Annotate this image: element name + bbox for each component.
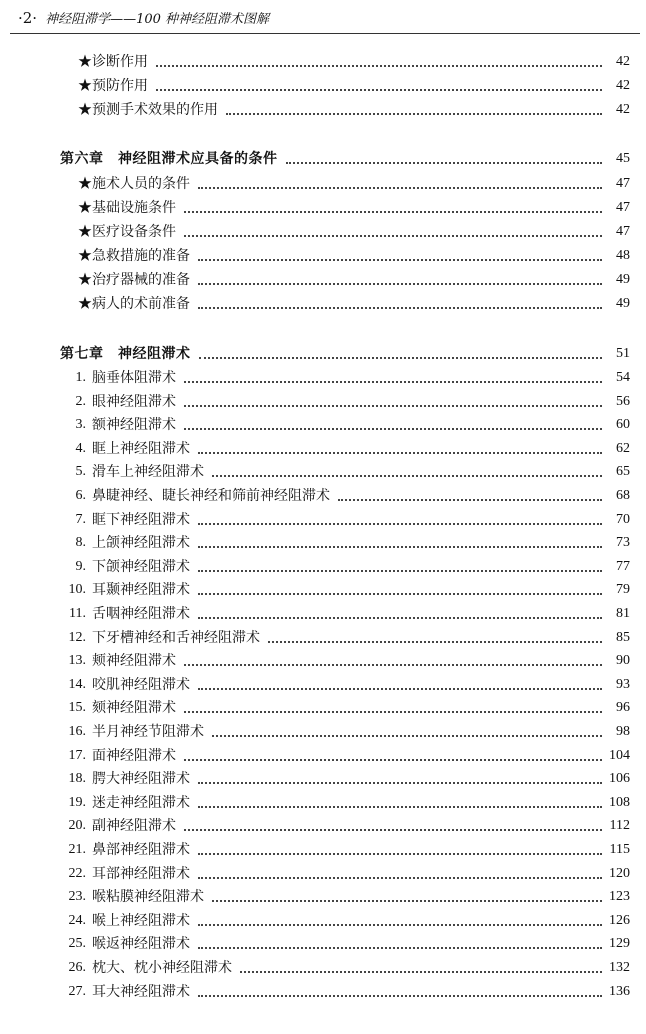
toc-entry-label: 面神经阻滞术 — [92, 747, 176, 764]
toc-entry-number: 2. — [75, 393, 86, 409]
toc-entry-page: 42 — [616, 102, 630, 117]
toc-entry-label: 颏神经阻滞术 — [92, 700, 176, 717]
toc-entry-page: 79 — [616, 582, 630, 598]
toc-entry-number: 11. — [69, 606, 86, 621]
toc-entry[interactable] — [66, 694, 630, 718]
chapter-title: 第六章 神经阻滞术应具备的条件 — [60, 151, 278, 167]
toc-entry-number: 12. — [68, 629, 86, 645]
dot-leader — [184, 234, 602, 237]
dot-leader — [198, 852, 602, 855]
dot-leader — [198, 545, 602, 548]
dot-leader — [198, 282, 602, 285]
toc-entry[interactable] — [78, 266, 630, 290]
toc-entry[interactable] — [66, 718, 630, 742]
toc-entry[interactable] — [66, 600, 630, 624]
toc-entry-label: 鼻部神经阻滞术 — [92, 842, 190, 858]
toc-entry[interactable] — [66, 765, 630, 789]
dot-leader — [240, 970, 602, 973]
toc-chapter-heading[interactable] — [60, 340, 630, 364]
toc-entry[interactable] — [66, 576, 630, 600]
toc-entry-label: ★病人的术前准备 — [78, 296, 190, 312]
toc-entry[interactable] — [66, 978, 630, 1002]
dot-leader — [338, 498, 602, 501]
toc-entry-label: ★医疗设备条件 — [78, 224, 176, 240]
toc-entry[interactable] — [66, 647, 630, 671]
dot-leader — [198, 994, 602, 997]
toc-entry-label: ★诊断作用 — [78, 54, 148, 70]
toc-entry[interactable] — [66, 553, 630, 577]
dot-leader — [184, 758, 602, 761]
toc-entry-page: 47 — [616, 176, 630, 191]
dot-leader — [198, 306, 602, 309]
toc-entry-page: 85 — [616, 629, 630, 645]
toc-entry-label: 咬肌神经阻滞术 — [92, 676, 190, 693]
toc-entry[interactable] — [78, 218, 630, 242]
toc-entry[interactable] — [66, 907, 630, 931]
dot-leader — [184, 404, 602, 407]
toc-entry-label: 喉返神经阻滞术 — [92, 936, 190, 953]
dot-leader — [198, 946, 602, 949]
toc-entry-number: 25. — [68, 936, 86, 952]
toc-entry-label: 腭大神经阻滞术 — [92, 771, 190, 788]
toc-entry-number: 22. — [68, 865, 86, 881]
dot-leader — [268, 640, 602, 643]
toc-entry-number: 23. — [68, 889, 86, 905]
dot-leader — [286, 161, 603, 164]
toc-entry-page: 96 — [616, 700, 630, 716]
toc-entry[interactable] — [66, 506, 630, 530]
toc-entry-number: 26. — [68, 960, 86, 975]
toc-entry-label: 耳部神经阻滞术 — [92, 865, 190, 882]
dot-leader — [212, 474, 602, 477]
toc-entry-page: 47 — [616, 200, 630, 215]
dot-leader — [156, 88, 602, 91]
dot-leader — [156, 64, 602, 67]
toc-entry-page: 77 — [616, 558, 630, 574]
toc-entry[interactable] — [78, 170, 630, 194]
toc-entry-label: 眶下神经阻滞术 — [92, 511, 190, 528]
toc-entry-number: 19. — [68, 794, 86, 810]
toc-entry-label: 脑垂体阻滞术 — [92, 370, 176, 386]
page-number-marker: ·2· — [18, 9, 38, 27]
toc-entry-page: 90 — [616, 653, 630, 669]
toc-entry[interactable] — [66, 458, 630, 482]
toc-entry-number: 4. — [75, 440, 86, 456]
toc-entry-page: 115 — [609, 842, 630, 857]
dot-leader — [198, 805, 602, 808]
dot-leader — [198, 592, 602, 595]
toc-entry-page: 120 — [609, 865, 630, 881]
dot-leader — [198, 522, 602, 525]
toc-entry-label: 额神经阻滞术 — [92, 417, 176, 434]
toc-entry-page: 129 — [609, 936, 630, 952]
toc-entry-number: 5. — [75, 464, 86, 480]
toc-entry-label: ★基础设施条件 — [78, 200, 176, 216]
toc-entry-label: ★施术人员的条件 — [78, 176, 190, 192]
toc-entry-label: 副神经阻滞术 — [92, 818, 176, 835]
toc-entry[interactable] — [66, 388, 630, 412]
toc-entry[interactable] — [66, 836, 630, 860]
toc-entry-label: 枕大、枕小神经阻滞术 — [92, 960, 232, 976]
book-title: 神经阻滞学——100 种神经阻滞术图解 — [45, 12, 270, 27]
dot-leader — [198, 186, 602, 189]
toc-entry-page: 98 — [616, 724, 630, 739]
dot-leader — [198, 687, 602, 690]
toc-entry-label: 眼神经阻滞术 — [92, 393, 176, 410]
toc-entry-number: 16. — [68, 724, 86, 739]
toc-entry-page: 54 — [616, 370, 630, 385]
toc-entry-label: ★治疗器械的准备 — [78, 272, 190, 288]
dot-leader — [184, 380, 602, 383]
toc-entry-number: 27. — [68, 983, 86, 999]
toc-entry[interactable] — [66, 742, 630, 766]
toc-entry[interactable] — [66, 411, 630, 435]
dot-leader — [198, 876, 602, 879]
toc-entry-number: 20. — [68, 818, 86, 834]
chapter-page: 51 — [616, 346, 630, 361]
toc-entry-page: 48 — [616, 248, 630, 263]
dot-leader — [184, 710, 602, 713]
toc-entry-page: 93 — [616, 676, 630, 692]
toc-entry-page: 104 — [609, 747, 630, 763]
toc-entry-number: 18. — [68, 771, 86, 787]
chapter-title: 第七章 神经阻滞术 — [60, 346, 191, 362]
dot-leader — [226, 112, 602, 115]
toc-entry-number: 10. — [68, 582, 86, 598]
dot-leader — [212, 899, 602, 902]
toc-entry-page: 81 — [616, 606, 630, 621]
toc-entry-number: 9. — [75, 558, 86, 574]
dot-leader — [184, 427, 602, 430]
toc-entry-number: 14. — [68, 676, 86, 692]
toc-entry-number: 6. — [75, 488, 86, 503]
toc-entry-page: 56 — [616, 393, 630, 409]
toc-entry[interactable] — [66, 482, 630, 506]
toc-entry-number: 8. — [75, 535, 86, 551]
dot-leader — [212, 734, 602, 737]
toc-entry[interactable] — [66, 435, 630, 459]
toc-entry-page: 62 — [616, 440, 630, 456]
toc-entry-label: 鼻睫神经、睫长神经和筛前神经阻滞术 — [92, 488, 330, 504]
toc-entry[interactable] — [78, 194, 630, 218]
toc-entry-label: 上颌神经阻滞术 — [92, 535, 190, 552]
toc-entry-label: ★预防作用 — [78, 78, 148, 94]
toc-entry-number: 1. — [75, 370, 86, 385]
dot-leader — [198, 451, 602, 454]
toc-entry[interactable] — [66, 624, 630, 648]
toc-entry-page: 123 — [609, 889, 630, 905]
toc-entry-page: 68 — [616, 488, 630, 503]
toc-entry-number: 15. — [68, 700, 86, 716]
toc-entry-label: 迷走神经阻滞术 — [92, 794, 190, 811]
toc-entry-number: 17. — [68, 747, 86, 763]
dot-leader — [198, 616, 602, 619]
toc-entry-label: 喉粘膜神经阻滞术 — [92, 889, 204, 906]
toc-entry[interactable] — [66, 671, 630, 695]
toc-entry-label: 下颌神经阻滞术 — [92, 558, 190, 575]
header-rule — [10, 33, 640, 34]
toc-entry-label: 半月神经节阻滞术 — [92, 724, 204, 740]
toc-chapter-heading[interactable] — [60, 145, 630, 169]
toc-entry-label: 耳大神经阻滞术 — [92, 983, 190, 1000]
toc-entry-label: 颊神经阻滞术 — [92, 653, 176, 670]
toc-entry-page: 60 — [616, 417, 630, 433]
toc-entry-page: 106 — [609, 771, 630, 787]
toc-entry[interactable] — [66, 954, 630, 978]
toc-entry-label: 滑车上神经阻滞术 — [92, 464, 204, 481]
toc-entry-number: 13. — [68, 653, 86, 669]
toc-entry-page: 70 — [616, 511, 630, 527]
toc-entry-page: 47 — [616, 224, 630, 239]
dot-leader — [198, 923, 602, 926]
toc-entry-label: ★预测手术效果的作用 — [78, 102, 218, 118]
toc-entry[interactable] — [66, 930, 630, 954]
toc-entry-number: 3. — [75, 417, 86, 433]
toc-entry[interactable] — [66, 789, 630, 813]
toc-entry-label: 舌咽神经阻滞术 — [92, 606, 190, 622]
dot-leader — [184, 210, 602, 213]
toc-entry-label: ★急救措施的准备 — [78, 248, 190, 264]
chapter-page: 45 — [616, 151, 630, 166]
toc-entry-page: 49 — [616, 296, 630, 311]
toc-entry[interactable] — [66, 860, 630, 884]
dot-leader — [184, 828, 602, 831]
toc-entry-page: 126 — [609, 912, 630, 928]
toc-entry-page: 42 — [616, 78, 630, 93]
dot-leader — [184, 663, 602, 666]
toc-entry-page: 42 — [616, 54, 630, 69]
toc-entry[interactable] — [78, 290, 630, 314]
toc-entry-page: 65 — [616, 464, 630, 480]
toc-entry-page: 136 — [609, 983, 630, 999]
toc-entry[interactable] — [66, 364, 630, 388]
toc-entry-page: 73 — [616, 535, 630, 551]
running-header — [18, 4, 636, 32]
toc-entry-label: 喉上神经阻滞术 — [92, 912, 190, 929]
dot-leader — [199, 356, 603, 359]
toc-entry[interactable] — [66, 812, 630, 836]
dot-leader — [198, 258, 602, 261]
toc-entry[interactable] — [78, 96, 630, 120]
toc-entry-page: 112 — [609, 818, 630, 834]
toc-entry[interactable] — [78, 48, 630, 72]
toc-entry-label: 眶上神经阻滞术 — [92, 440, 190, 457]
toc-entry[interactable] — [66, 883, 630, 907]
toc-entry-number: 7. — [75, 511, 86, 527]
toc-entry-label: 耳颞神经阻滞术 — [92, 582, 190, 599]
toc-entry[interactable] — [66, 529, 630, 553]
toc-entry[interactable] — [78, 242, 630, 266]
toc-entry-label: 下牙槽神经和舌神经阻滞术 — [92, 629, 260, 646]
toc-entry-page: 132 — [609, 960, 630, 975]
toc-entry[interactable] — [78, 72, 630, 96]
toc-entry-page: 49 — [616, 272, 630, 287]
dot-leader — [198, 781, 602, 784]
dot-leader — [198, 569, 602, 572]
toc-entry-number: 21. — [68, 842, 86, 857]
toc-entry-page: 108 — [609, 794, 630, 810]
toc-entry-number: 24. — [68, 912, 86, 928]
